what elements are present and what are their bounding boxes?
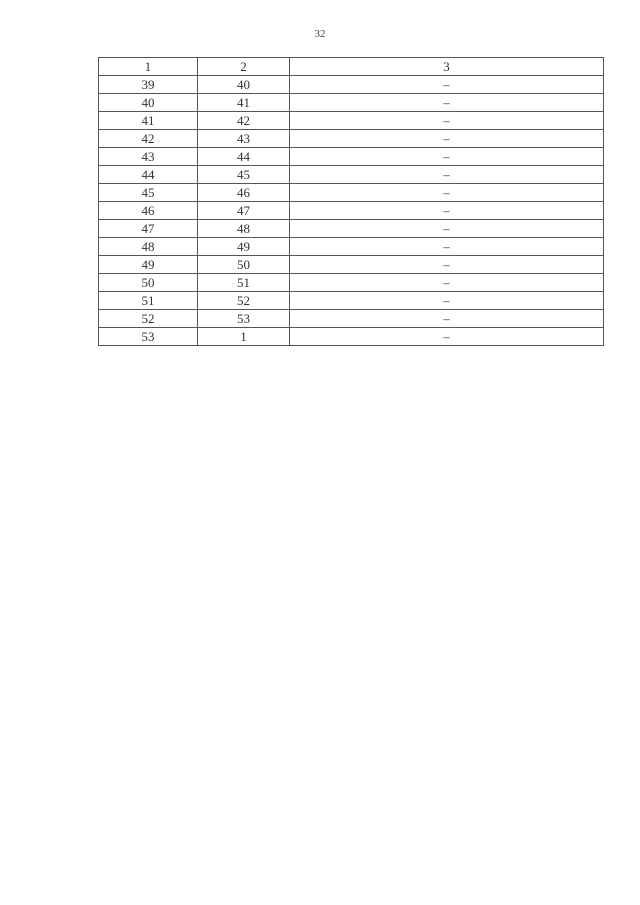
table-cell-col-2: 52 — [198, 292, 290, 310]
table-cell-col-2: 1 — [198, 328, 290, 346]
table-cell-col-1: 48 — [99, 238, 198, 256]
table-cell-col-3: – — [290, 148, 604, 166]
table-cell-col-1: 47 — [99, 220, 198, 238]
page-number: 32 — [314, 28, 326, 40]
table-cell-col-3: – — [290, 238, 604, 256]
table-row — [99, 148, 604, 166]
table-cell-col-2: 49 — [198, 238, 290, 256]
table-cell-col-3: – — [290, 220, 604, 238]
table-cell-col-1: 39 — [99, 76, 198, 94]
table-row — [99, 184, 604, 202]
table-cell-col-1: 46 — [99, 202, 198, 220]
table-row — [99, 76, 604, 94]
table-cell-col-2: 47 — [198, 202, 290, 220]
table-cell-col-2: 50 — [198, 256, 290, 274]
table-row — [99, 310, 604, 328]
table-cell-col-1: 52 — [99, 310, 198, 328]
table-header-row — [99, 58, 604, 76]
table-cell-col-3: – — [290, 202, 604, 220]
header-cell-2: 2 — [198, 58, 290, 76]
data-table — [98, 57, 604, 346]
table-row — [99, 130, 604, 148]
table-cell-col-2: 41 — [198, 94, 290, 112]
table-cell-col-2: 42 — [198, 112, 290, 130]
table-cell-col-3: – — [290, 256, 604, 274]
table-cell-col-1: 40 — [99, 94, 198, 112]
table-cell-col-1: 53 — [99, 328, 198, 346]
table-cell-col-3: – — [290, 292, 604, 310]
table-cell-col-3: – — [290, 328, 604, 346]
table-cell-col-2: 40 — [198, 76, 290, 94]
header-cell-1: 1 — [99, 58, 198, 76]
table-cell-col-3: – — [290, 130, 604, 148]
table-cell-col-1: 41 — [99, 112, 198, 130]
table-cell-col-2: 53 — [198, 310, 290, 328]
table-row — [99, 256, 604, 274]
table-cell-col-2: 45 — [198, 166, 290, 184]
table-cell-col-3: – — [290, 112, 604, 130]
table-row — [99, 202, 604, 220]
table-row — [99, 238, 604, 256]
table-cell-col-1: 49 — [99, 256, 198, 274]
table-cell-col-2: 43 — [198, 130, 290, 148]
table-cell-col-2: 46 — [198, 184, 290, 202]
table-cell-col-1: 44 — [99, 166, 198, 184]
table-row — [99, 292, 604, 310]
table-cell-col-3: – — [290, 310, 604, 328]
table-row — [99, 112, 604, 130]
table-cell-col-1: 51 — [99, 292, 198, 310]
table-row — [99, 166, 604, 184]
table-row — [99, 328, 604, 346]
table-row — [99, 94, 604, 112]
table-cell-col-3: – — [290, 76, 604, 94]
table-cell-col-3: – — [290, 166, 604, 184]
header-cell-3: 3 — [290, 58, 604, 76]
table-body — [99, 58, 604, 346]
table-row — [99, 274, 604, 292]
table-cell-col-1: 42 — [99, 130, 198, 148]
table-row — [99, 220, 604, 238]
table-cell-col-3: – — [290, 274, 604, 292]
table-cell-col-1: 43 — [99, 148, 198, 166]
table-cell-col-1: 50 — [99, 274, 198, 292]
table-cell-col-2: 48 — [198, 220, 290, 238]
table-cell-col-2: 44 — [198, 148, 290, 166]
table-cell-col-2: 51 — [198, 274, 290, 292]
table-cell-col-1: 45 — [99, 184, 198, 202]
table-cell-col-3: – — [290, 184, 604, 202]
table-cell-col-3: – — [290, 94, 604, 112]
